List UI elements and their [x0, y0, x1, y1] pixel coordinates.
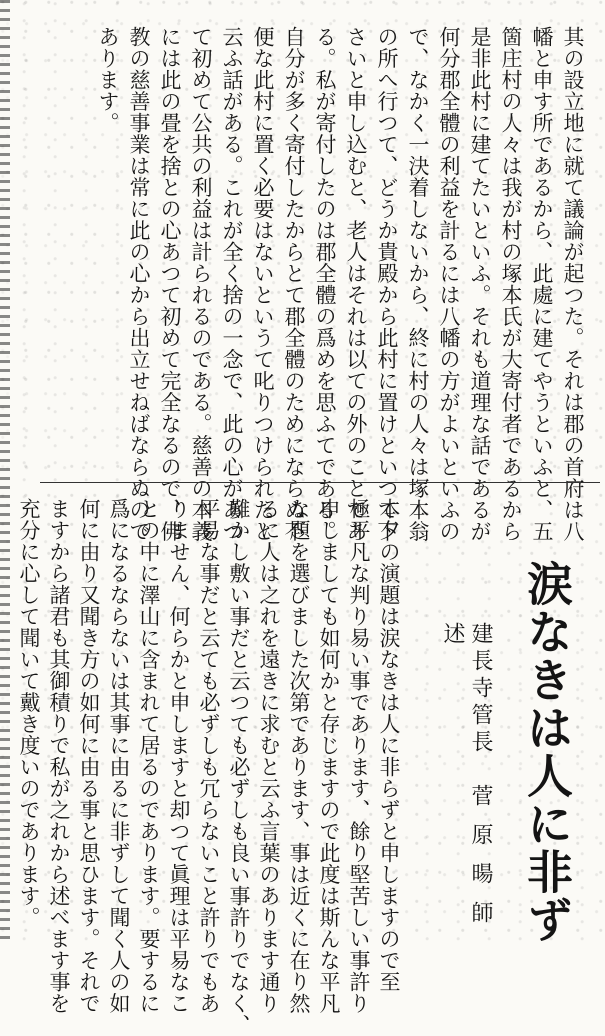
upper-column: の所へ行つて、どうか貴殿から此村に置けといつて下 — [375, 26, 399, 542]
upper-column: には此の畳を捨との心あつて初めて完全なるので、佛 — [158, 26, 182, 542]
lower-column: 平易な事だと云ても必ずしも冗らないこと許りでもあ — [197, 498, 221, 1014]
upper-column: 其の設立地に就て議論が起つた。それは郡の首府は八 — [561, 26, 585, 542]
upper-column: 教の慈善事業は常に此の心から出立せねばならぬので — [127, 26, 151, 542]
upper-column: さいと申し込むと、老人はそれは以ての外のことであ — [344, 26, 368, 542]
upper-column: で、なかく一決着しないから、終に村の人々は塚本翁 — [406, 26, 430, 542]
lower-column: ますから諸君も其御積りで私が之れから述べます事を — [47, 498, 71, 1014]
upper-column: 便な此村に置く必要はないというて叱りつけられたと — [251, 26, 275, 542]
lower-column: りません、何らかと申しますと却つて眞理は平易なこ — [167, 498, 191, 1014]
lower-column: との中に澤山に含まれて居るのであります。要するに — [137, 498, 161, 1014]
article-title: 涙なきは人に非ず — [520, 560, 574, 944]
upper-column: 箇庄村の人々は我が村の塚本氏が大寄付者であるから — [499, 26, 523, 542]
upper-column: 自分が多く寄付したからとて郡全體のためにならぬ不 — [282, 26, 306, 542]
lower-column: 難かし敷い事だと云つても必ずしも良い事許りでなく、 — [227, 498, 251, 1036]
upper-column: あります。 — [96, 26, 120, 134]
lower-column: 申しましても如何かと存じますので此度は斯んな平凡 — [317, 498, 341, 1014]
upper-column: る。私が寄付したのは郡全體の爲めを思ふてである。 — [313, 26, 337, 542]
lower-column: 爲になるならないは其事に由るに非ずして聞く人の如 — [107, 498, 131, 1014]
lower-column: 充分に心して聞いて戴き度いのであります。 — [17, 498, 41, 928]
upper-column: て初めて公共の利益は計られるのである。慈善の本義 — [189, 26, 213, 542]
upper-column: 何分郡全體の利益を計るには八幡の方がよいといふの — [437, 26, 461, 542]
upper-column: 云ふ話がある。これが全く捨の一念で、此の心があつ — [220, 26, 244, 542]
lower-column: るに人は之れを遠きに求むと云ふ言葉のあります通り — [257, 498, 281, 1014]
lower-column: な題を選びました次第であります、事は近くに在り然 — [287, 498, 311, 1014]
lower-column: 何に由り又聞き方の如何に由る事と思ひます。それで — [77, 498, 101, 1014]
upper-column: 是非此村に建てたいといふ。それも道理な話であるが — [468, 26, 492, 542]
section-divider — [40, 482, 600, 483]
article-author: 建長寺管長 菅 原 暘 師述 — [440, 622, 493, 928]
upper-column: 幡と申す所であるから、此處に建てやうといふと、五 — [530, 26, 554, 542]
lower-column: 本夕の演題は涙なきは人に非らずと申しますので至 — [377, 498, 401, 993]
lower-column: 極平凡な判り易い事であります、餘り堅苦しい事許り — [347, 498, 371, 1014]
page-edge-shadow — [0, 0, 10, 945]
